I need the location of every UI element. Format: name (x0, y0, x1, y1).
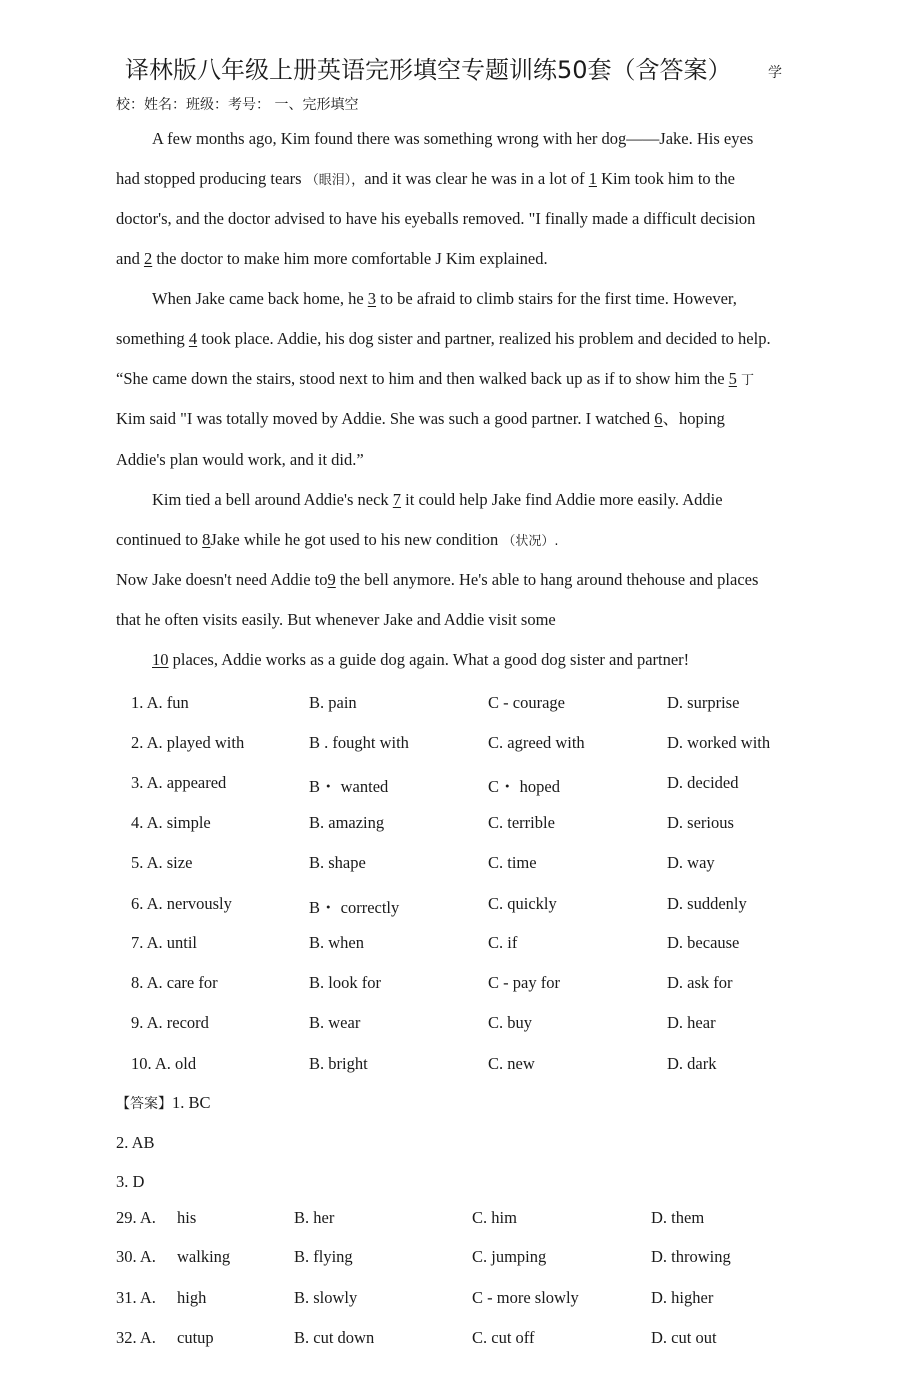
passage-line: When Jake came back home, he 3 to be afraid to climb stairs for the first time. However, (152, 289, 737, 308)
option-c: C・ hoped (488, 777, 560, 796)
option-b: B. shape (309, 853, 366, 872)
option-a: 3. A. appeared (131, 773, 227, 792)
option-d: D. because (667, 933, 740, 952)
option-b: B. amazing (309, 813, 385, 832)
option-c: C. new (488, 1054, 535, 1073)
passage-line: something 4 took place. Addie, his dog sister and partner, realized his problem and decided to help. (116, 329, 771, 348)
option-d: D. cut out (651, 1328, 717, 1347)
question-options (0, 894, 920, 916)
passage-line: “She came down the stairs, stood next to him and then walked back up as if to show him the 5 丁 (116, 369, 755, 388)
blank-number: 1 (588, 169, 597, 188)
passage-line: had stopped producing tears （眼泪），and it was clear he was in a lot of 1 Kim took him to the (116, 169, 735, 188)
option-b: B. wear (309, 1013, 361, 1032)
option-d: D. serious (667, 813, 734, 832)
option-a: his (177, 1208, 197, 1227)
blank-number: 8 (202, 530, 211, 549)
answer-key: 【答案】1. BC (116, 1093, 211, 1112)
option-a: 6. A. nervously (131, 894, 232, 913)
blank-number: 4 (188, 329, 198, 348)
option-b: B. bright (309, 1054, 368, 1073)
answer-item: 3. D (116, 1172, 145, 1191)
passage-line: Now Jake doesn't need Addie to9 the bell anymore. He's able to hang around thehouse and places (116, 570, 759, 589)
blank-number: 6 (654, 409, 663, 428)
question-options (0, 933, 920, 955)
option-a: 9. A. record (131, 1013, 209, 1032)
question-options (0, 733, 920, 755)
passage-line: A few months ago, Kim found there was something wrong with her dog——Jake. His eyes (152, 129, 754, 148)
option-b: B・ wanted (309, 777, 389, 796)
question-options (0, 1208, 920, 1230)
question-options (0, 973, 920, 995)
question-options (0, 813, 920, 835)
option-b: B. her (294, 1208, 335, 1227)
passage-line: Kim said "I was totally moved by Addie. She was such a good partner. I watched 6、hoping (116, 409, 725, 428)
option-c: C - courage (488, 693, 565, 712)
option-a: 5. A. size (131, 853, 193, 872)
option-b: B・ correctly (309, 898, 400, 917)
option-d: D. decided (667, 773, 739, 792)
option-c: C. agreed with (488, 733, 585, 752)
blank-number: 5 (728, 369, 737, 388)
question-options (0, 853, 920, 875)
option-a: 4. A. simple (131, 813, 211, 832)
option-c: C. buy (488, 1013, 533, 1032)
question-options (0, 1013, 920, 1035)
option-a: high (177, 1288, 207, 1307)
option-a: 7. A. until (131, 933, 198, 952)
option-d: D. suddenly (667, 894, 747, 913)
answer-item: 2. AB (116, 1133, 155, 1152)
blank-number: 3 (367, 289, 377, 308)
option-d: D. them (651, 1208, 705, 1227)
option-d: D. way (667, 853, 715, 872)
question-options (0, 1247, 920, 1269)
option-d: D. throwing (651, 1247, 731, 1266)
option-c: C. if (488, 933, 518, 952)
question-number: 31. A. (116, 1288, 156, 1307)
passage-line: 10 places, Addie works as a guide dog again. What a good dog sister and partner! (152, 650, 690, 669)
option-d: D. higher (651, 1288, 714, 1307)
option-a: 8. A. care for (131, 973, 218, 992)
blank-number: 9 (327, 570, 336, 589)
blank-number: 2 (143, 249, 153, 268)
option-a: cutup (177, 1328, 214, 1347)
option-c: C. jumping (472, 1247, 547, 1266)
option-c: C - more slowly (472, 1288, 579, 1307)
passage-line: continued to 8Jake while he got used to his new condition （状况）. (116, 530, 559, 549)
option-c: C. cut off (472, 1328, 535, 1347)
option-c: C. quickly (488, 894, 557, 913)
option-c: C. terrible (488, 813, 555, 832)
question-options (0, 1288, 920, 1310)
document-title: 译林版八年级上册英语完形填空专题训练50套（含答案） (125, 56, 732, 84)
option-a: walking (177, 1247, 231, 1266)
option-b: B. when (309, 933, 364, 952)
option-b: B. look for (309, 973, 381, 992)
passage-line: and 2 the doctor to make him more comfortable J Kim explained. (116, 249, 548, 268)
option-a: 10. A. old (131, 1054, 197, 1073)
option-c: C - pay for (488, 973, 560, 992)
blank-number: 10 (152, 650, 169, 669)
option-d: D. dark (667, 1054, 717, 1073)
question-options (0, 693, 920, 715)
option-c: C. time (488, 853, 537, 872)
option-d: D. surprise (667, 693, 740, 712)
passage-line: that he often visits easily. But whenever Jake and Addie visit some (116, 610, 556, 629)
question-options (0, 1328, 920, 1350)
option-b: B. cut down (294, 1328, 375, 1347)
question-number: 30. A. (116, 1247, 156, 1266)
passage-line: Addie's plan would work, and it did.” (116, 450, 364, 469)
option-a: 2. A. played with (131, 733, 245, 752)
option-b: B. pain (309, 693, 357, 712)
option-b: B. slowly (294, 1288, 358, 1307)
question-number: 29. A. (116, 1208, 156, 1227)
answer-label: 【答案】 (116, 1096, 172, 1112)
option-b: B. flying (294, 1247, 353, 1266)
student-info-line: 校：姓名：班级：考号： 一、完形填空 (116, 97, 359, 113)
option-a: 1. A. fun (131, 693, 189, 712)
question-number: 32. A. (116, 1328, 156, 1347)
question-options (0, 1054, 920, 1076)
option-c: C. him (472, 1208, 517, 1227)
passage-line: Kim tied a bell around Addie's neck 7 it could help Jake find Addie more easily. Addie (152, 490, 723, 509)
option-b: B . fought with (309, 733, 409, 752)
option-d: D. ask for (667, 973, 733, 992)
blank-number: 7 (392, 490, 402, 509)
title-tail: 学 (768, 65, 782, 81)
option-d: D. worked with (667, 733, 771, 752)
passage-line: doctor's, and the doctor advised to have his eyeballs removed. "I finally made a difficult decision (116, 209, 756, 228)
question-options (0, 773, 920, 795)
option-d: D. hear (667, 1013, 716, 1032)
